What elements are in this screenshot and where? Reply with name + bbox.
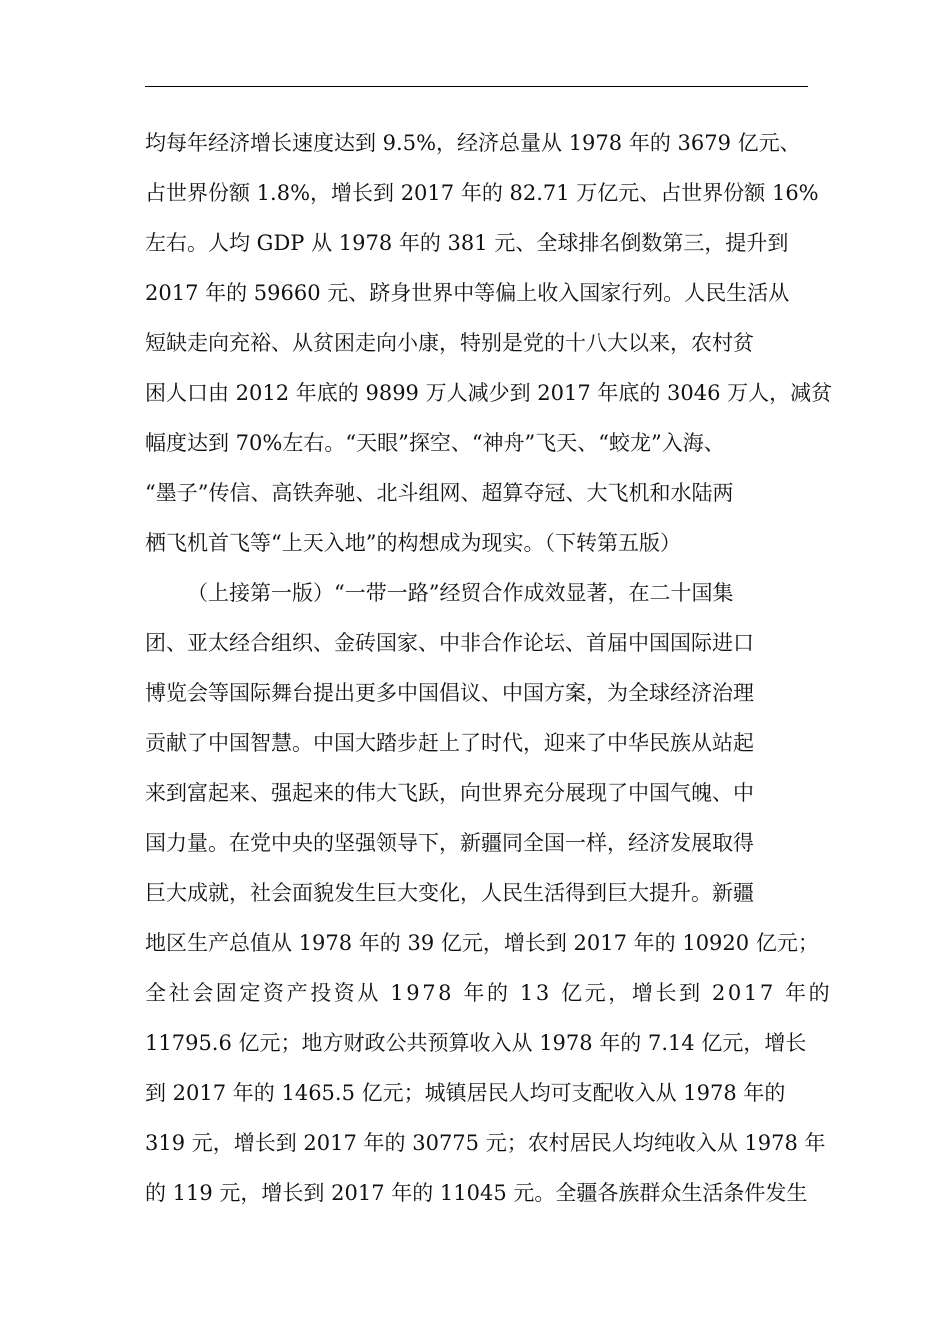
text-line: 的 119 元，增长到 2017 年的 11045 元。全疆各族群众生活条件发生: [145, 1181, 808, 1205]
text-line: 319 元，增长到 2017 年的 30775 元；农村居民人均纯收入从 1978 年: [145, 1131, 826, 1155]
text-line: 均每年经济增长速度达到 9.5%，经济总量从 1978 年的 3679 亿元、: [145, 131, 801, 155]
text-line: 来到富起来、强起来的伟大飞跃，向世界充分展现了中国气魄、中: [145, 781, 754, 805]
text-line: 2017 年的 59660 元、跻身世界中等偏上收入国家行列。人民生活从: [145, 281, 790, 305]
text-line: 博览会等国际舞台提出更多中国倡议、中国方案，为全球经济治理: [145, 681, 754, 705]
paragraph-1: [145, 118, 833, 568]
text-line: 国力量。在党中央的坚强领导下，新疆同全国一样，经济发展取得: [145, 831, 754, 855]
document-body: [145, 118, 833, 1218]
text-line: 短缺走向充裕、从贫困走向小康，特别是党的十八大以来，农村贫: [145, 331, 754, 355]
text-line: 全社会固定资产投资从 1978 年的 13 亿元，增长到 2017 年的: [145, 981, 833, 1005]
text-line: 11795.6 亿元；地方财政公共预算收入从 1978 年的 7.14 亿元，增长: [145, 1031, 807, 1055]
text-line: （上接第一版）“一带一路”经贸合作成效显著，在二十国集: [187, 581, 734, 605]
text-line: 栖飞机首飞等“上天入地”的构想成为现实。（下转第五版）: [145, 531, 681, 555]
text-line: 巨大成就，社会面貌发生巨大变化，人民生活得到巨大提升。新疆: [145, 881, 754, 905]
text-line: 左右。人均 GDP 从 1978 年的 381 元、全球排名倒数第三，提升到: [145, 231, 789, 255]
text-line: 困人口由 2012 年底的 9899 万人减少到 2017 年底的 3046 万人，减贫: [145, 381, 833, 405]
text-line: 团、亚太经合组织、金砖国家、中非合作论坛、首届中国国际进口: [145, 631, 754, 655]
text-line: 到 2017 年的 1465.5 亿元；城镇居民人均可支配收入从 1978 年的: [145, 1081, 786, 1105]
text-line: “墨子”传信、高铁奔驰、北斗组网、超算夺冠、大飞机和水陆两: [145, 481, 734, 505]
header-rule: [145, 86, 808, 87]
text-line: 占世界份额 1.8%，增长到 2017 年的 82.71 万亿元、占世界份额 16%: [145, 181, 819, 205]
paragraph-2: [145, 568, 833, 1218]
text-line: 地区生产总值从 1978 年的 39 亿元，增长到 2017 年的 10920 亿元；: [145, 931, 819, 955]
text-line: 幅度达到 70%左右。“天眼”探空、“神舟”飞天、“蛟龙”入海、: [145, 431, 725, 455]
text-line: 贡献了中国智慧。中国大踏步赶上了时代，迎来了中华民族从站起: [145, 731, 754, 755]
